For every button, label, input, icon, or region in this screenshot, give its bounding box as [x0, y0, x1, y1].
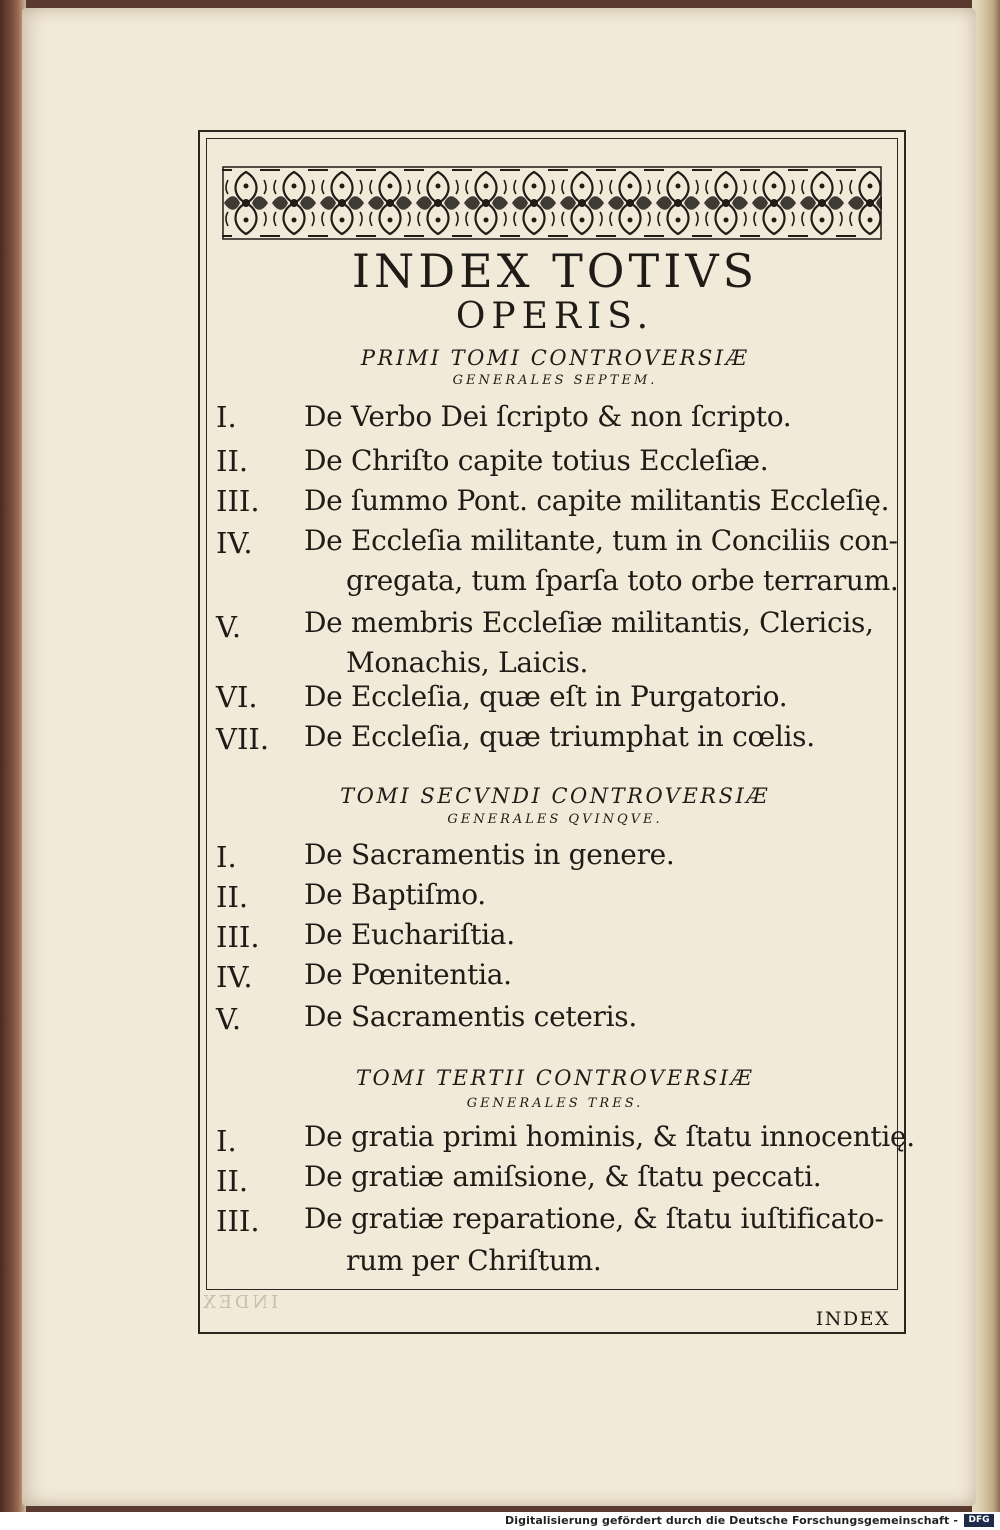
section-subheading: GENERALES SEPTEM. [452, 373, 658, 388]
entry-number: II. [216, 1164, 249, 1198]
entry-text: De Sacramentis ceteris. [304, 1000, 637, 1033]
entry-number: II. [216, 880, 249, 914]
dfg-logo: DFG [964, 1514, 994, 1527]
entry-text: De Pœnitentia. [304, 958, 512, 991]
index-subtitle: OPERIS. [455, 296, 655, 337]
entry-number: V. [216, 1002, 242, 1036]
entry-text-continuation: gregata, tum ſparſa toto orbe terrarum. [346, 564, 899, 597]
entry-number: VII. [216, 722, 270, 756]
section-heading: PRIMI TOMI CONTROVERSIÆ [360, 346, 750, 370]
entry-number: V. [216, 610, 242, 644]
entry-text: De gratiæ amiſsione, & ſtatu peccati. [304, 1160, 822, 1193]
entry-text: De Eccleſia militante, tum in Conciliis con- [304, 524, 898, 557]
entry-number: II. [216, 444, 249, 478]
index-title: INDEX TOTIVS [351, 244, 759, 298]
entry-text: De membris Eccleſiæ militantis, Clericis, [304, 606, 874, 639]
section-subheading: GENERALES QVINQVE. [447, 812, 663, 827]
section-subheading: GENERALES TRES. [466, 1096, 644, 1111]
entry-text: De Euchariſtia. [304, 918, 515, 951]
entry-number: III. [216, 484, 260, 518]
entry-number: I. [216, 400, 237, 434]
entry-text: De Chriſto capite totius Eccleſiæ. [304, 444, 769, 477]
section-heading: TOMI SECVNDI CONTROVERSIÆ [340, 784, 770, 808]
footer-credit: Digitalisierung gefördert durch die Deutsche Forschungsgemeinschaft - [505, 1514, 958, 1527]
entry-text: De Baptiſmo. [304, 878, 486, 911]
entry-number: IV. [216, 526, 253, 560]
entry-number: III. [216, 920, 260, 954]
entry-number: I. [216, 840, 237, 874]
entry-text: De Eccleſia, quæ eſt in Purgatorio. [304, 680, 788, 713]
entry-text: De gratia primi hominis, & ſtatu innocentię. [304, 1120, 915, 1153]
bleed-through-text: INDEX [200, 1292, 279, 1313]
entry-text: De ſummo Pont. capite militantis Eccleſię. [304, 484, 890, 517]
decorative-headpiece [222, 166, 882, 240]
entry-number: IV. [216, 960, 253, 994]
entry-number: I. [216, 1124, 237, 1158]
entry-text: De Eccleſia, quæ triumphat in cœlis. [304, 720, 815, 753]
entry-text-continuation: rum per Chriſtum. [346, 1244, 602, 1277]
section-heading: TOMI TERTII CONTROVERSIÆ [355, 1066, 755, 1090]
entry-text: De Sacramentis in genere. [304, 838, 675, 871]
entry-text: De gratiæ reparatione, & ſtatu iuſtificato- [304, 1202, 884, 1235]
book-binding-right [972, 0, 1000, 1512]
entry-number: VI. [216, 680, 258, 714]
entry-text: De Verbo Dei ſcripto & non ſcripto. [304, 400, 792, 433]
catchword: INDEX [815, 1308, 890, 1330]
entry-number: III. [216, 1204, 260, 1238]
entry-text-continuation: Monachis, Laicis. [346, 646, 589, 679]
